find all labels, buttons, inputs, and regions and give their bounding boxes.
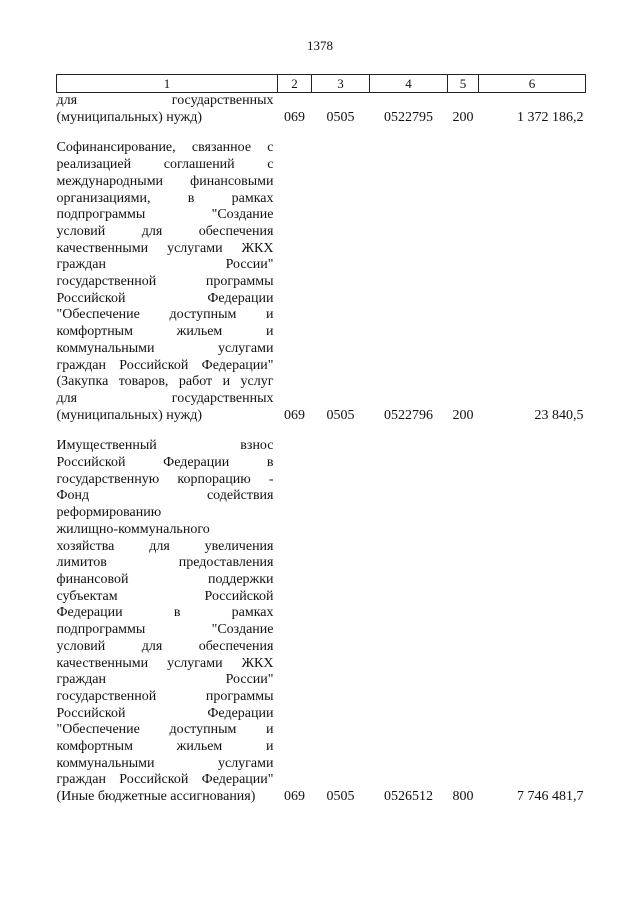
target-article-code: 0526512 <box>384 789 433 805</box>
description-line: условий для обеспечения <box>56 638 274 654</box>
row-spacer <box>57 126 586 140</box>
ministry-code: 069 <box>284 789 305 805</box>
column-header-1: 1 <box>57 75 278 93</box>
description-line: (муниципальных) нужд) <box>56 109 203 125</box>
column-header-3: 3 <box>312 75 370 93</box>
header-row <box>57 75 586 93</box>
description-line: организациями, в рамках <box>56 190 274 206</box>
description-line: государственной программы <box>56 688 274 704</box>
description-line: граждан Российской Федерации" <box>56 772 274 788</box>
expense-type-code: 800 <box>452 789 474 805</box>
table-row <box>57 93 586 127</box>
description-line: государственной программы <box>56 274 274 290</box>
description-line: "Обеспечение доступным и <box>56 722 274 738</box>
description-line: для государственных <box>56 93 274 108</box>
description-line: граждан Российской Федерации" <box>56 357 274 373</box>
table-row <box>57 438 586 805</box>
description-line: жилищно-коммунального <box>56 521 210 537</box>
column-header-5: 5 <box>448 75 479 93</box>
description-line: Софинансирование, связанное с <box>56 140 274 156</box>
amount-value: 1 372 186,2 <box>517 109 584 125</box>
description-line: качественными услугами ЖКХ <box>56 240 274 256</box>
expense-type-code: 200 <box>452 109 474 125</box>
description-line: подпрограммы "Создание <box>56 622 274 638</box>
row-description <box>57 140 278 424</box>
description-line: Российской Федерации <box>56 290 274 306</box>
description-line: (Иные бюджетные ассигнования) <box>56 789 256 805</box>
target-article-code: 0522795 <box>384 109 433 125</box>
description-line: Российской Федерации <box>56 705 274 721</box>
description-line: реализацией соглашений с <box>56 157 274 173</box>
description-line: Имущественный взнос <box>56 438 274 454</box>
page-number: 1378 <box>307 38 333 53</box>
column-header-2: 2 <box>278 75 312 93</box>
description-line: для государственных <box>56 390 274 406</box>
description-line: (муниципальных) нужд) <box>56 407 203 423</box>
description-line: хозяйства для увеличения <box>56 538 274 554</box>
description-line: комфортным жильем и <box>56 324 274 340</box>
target-article-code: 0522796 <box>384 407 433 423</box>
table-row <box>57 140 586 424</box>
row-description <box>57 93 278 127</box>
description-line: коммунальными услугами <box>56 340 274 356</box>
budget-table <box>56 74 586 806</box>
description-line: граждан России" <box>56 257 274 273</box>
amount-value: 23 840,5 <box>534 407 584 423</box>
description-line: государственную корпорацию - <box>56 471 274 487</box>
description-line: комфортным жильем и <box>56 739 274 755</box>
amount-value: 7 746 481,7 <box>517 789 584 805</box>
column-header-4: 4 <box>370 75 448 93</box>
description-line: коммунальными услугами <box>56 755 274 771</box>
description-line: подпрограммы "Создание <box>56 207 274 223</box>
description-line: граждан России" <box>56 672 274 688</box>
description-line: Российской Федерации в <box>56 455 274 471</box>
description-line: условий для обеспечения <box>56 223 274 239</box>
description-line: финансовой поддержки <box>56 571 274 587</box>
row-description <box>57 438 278 805</box>
description-line: качественными услугами ЖКХ <box>56 655 274 671</box>
ministry-code: 069 <box>284 109 305 125</box>
section-code: 0505 <box>326 109 355 125</box>
column-header-6: 6 <box>479 75 586 93</box>
description-line: международными финансовыми <box>56 173 274 189</box>
row-spacer <box>57 424 586 438</box>
description-line: "Обеспечение доступным и <box>56 307 274 323</box>
description-line: Федерации в рамках <box>56 605 274 621</box>
description-line: лимитов предоставления <box>56 555 274 571</box>
section-code: 0505 <box>326 789 355 805</box>
description-line: реформированию <box>56 505 162 521</box>
description-line: субъектам Российской <box>56 588 274 604</box>
description-line: (Закупка товаров, работ и услуг <box>56 374 274 390</box>
expense-type-code: 200 <box>452 407 474 423</box>
description-line: Фонд содействия <box>56 488 274 504</box>
section-code: 0505 <box>326 407 355 423</box>
ministry-code: 069 <box>284 407 305 423</box>
